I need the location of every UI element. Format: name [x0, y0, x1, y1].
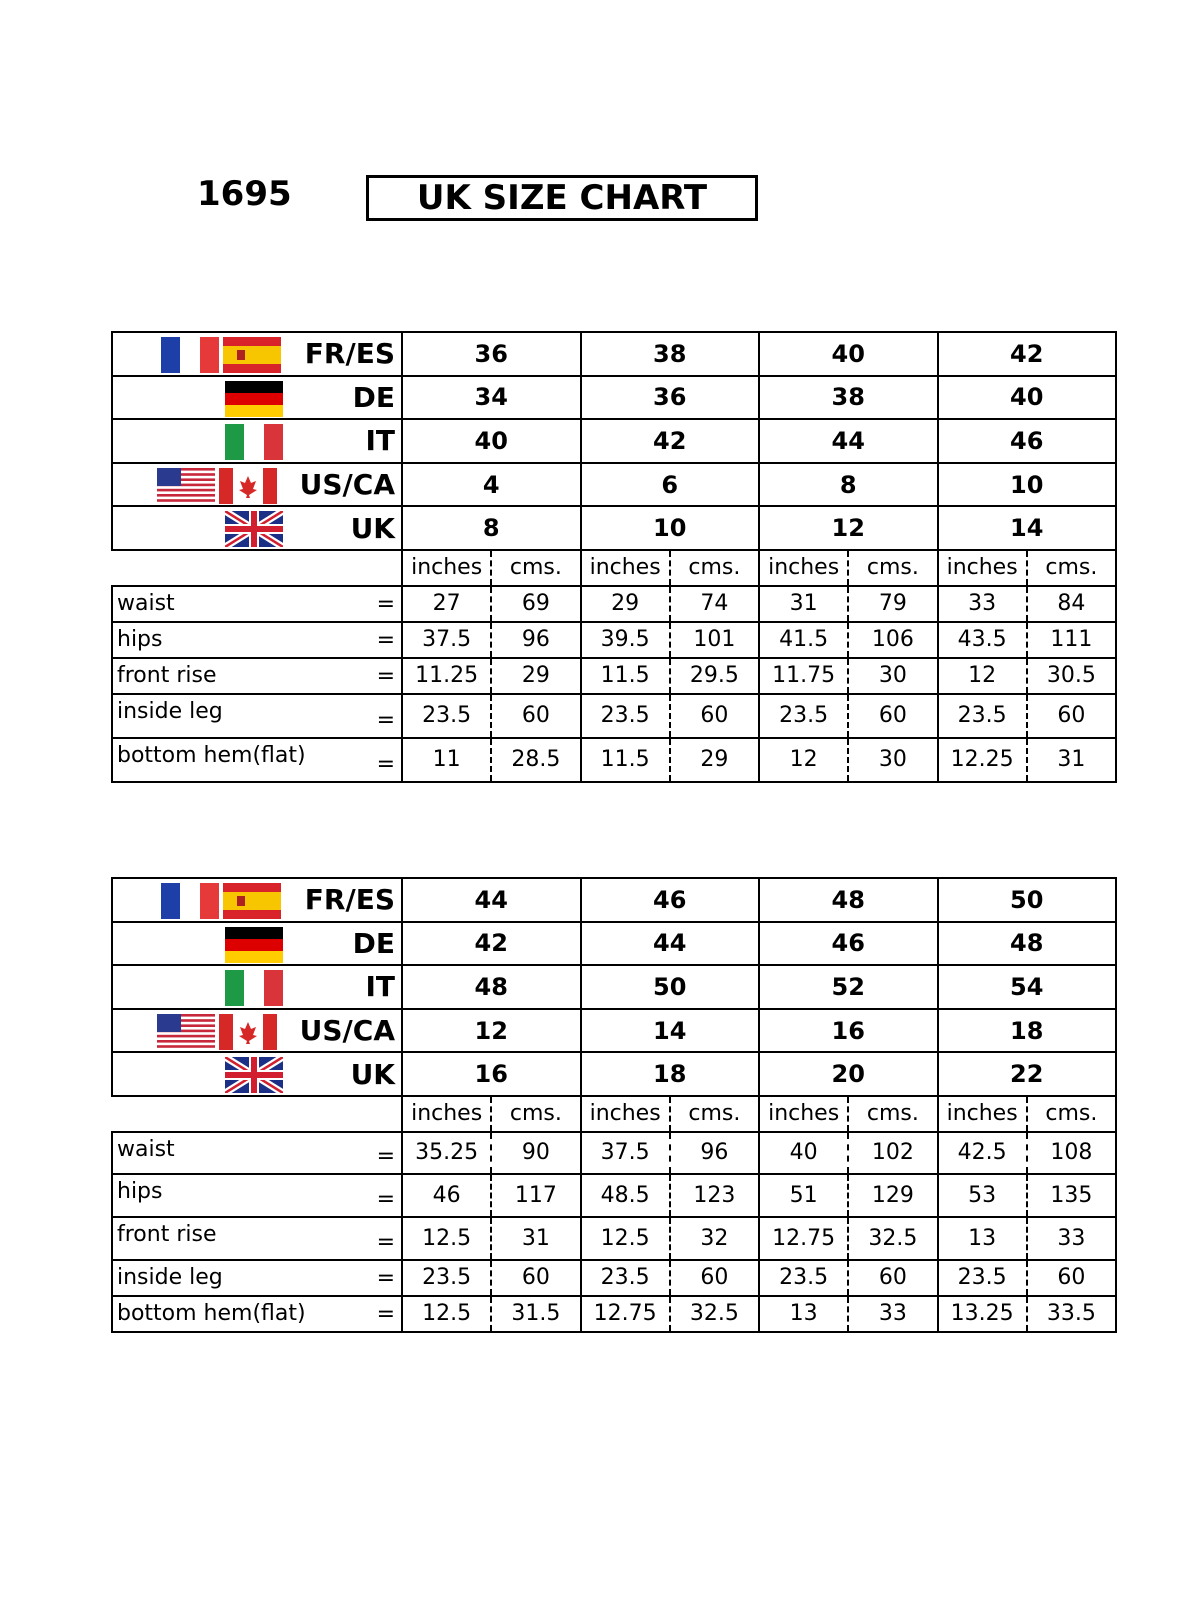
size-value: 4 [402, 463, 581, 507]
measure-value: 29 [670, 738, 759, 782]
size-value: 6 [581, 463, 760, 507]
size-system-label: IT [365, 970, 395, 1004]
measure-label: inside leg [117, 1264, 223, 1290]
measure-label: bottom hem(flat) [117, 1300, 306, 1326]
measure-value: 135 [1027, 1174, 1116, 1217]
measure-value: 60 [670, 694, 759, 738]
measure-value: 32 [670, 1217, 759, 1260]
measure-value: 69 [491, 586, 580, 622]
equals-sign: = [376, 1143, 395, 1169]
equals-sign: = [376, 1229, 395, 1255]
size-value: 42 [402, 922, 581, 966]
measure-value: 23.5 [938, 1260, 1027, 1296]
size-value: 38 [759, 376, 938, 420]
measure-value: 11.5 [581, 658, 670, 694]
unit-inches-label: inches [759, 1096, 848, 1132]
equals-sign: = [376, 1265, 395, 1291]
uk-flag-icon [225, 1057, 283, 1093]
germany-flag-icon [225, 927, 283, 963]
measure-value: 48.5 [581, 1174, 670, 1217]
size-value: 20 [759, 1052, 938, 1096]
measure-value: 11 [402, 738, 491, 782]
size-value: 50 [938, 878, 1117, 922]
unit-cms-label: cms. [1027, 1096, 1116, 1132]
equals-sign: = [376, 707, 395, 733]
measure-value: 90 [491, 1132, 580, 1174]
measure-value: 12 [938, 658, 1027, 694]
size-value: 14 [581, 1009, 760, 1053]
measure-value: 29 [581, 586, 670, 622]
size-system-label: UK [350, 1057, 395, 1091]
size-value: 48 [759, 878, 938, 922]
size-value: 40 [759, 332, 938, 376]
unit-header-row [112, 1096, 1116, 1132]
size-value: 40 [938, 376, 1117, 420]
size-row-fr-es [112, 332, 1116, 376]
size-value: 50 [581, 965, 760, 1009]
unit-cms-label: cms. [1027, 550, 1116, 586]
canada-flag-icon [219, 1014, 277, 1050]
measure-value: 108 [1027, 1132, 1116, 1174]
equals-sign: = [376, 1301, 395, 1327]
measure-value: 60 [1027, 1260, 1116, 1296]
size-row-us-ca [112, 463, 1116, 507]
spain-flag-icon [223, 337, 281, 373]
measure-value: 31 [759, 586, 848, 622]
size-value: 16 [759, 1009, 938, 1053]
measure-label: front rise [117, 1221, 217, 1247]
measure-row-hips [112, 1174, 1116, 1217]
measure-value: 53 [938, 1174, 1027, 1217]
size-row-de [112, 376, 1116, 420]
measure-value: 41.5 [759, 622, 848, 658]
size-value: 18 [938, 1009, 1117, 1053]
product-code: 1695 [197, 174, 292, 214]
measure-value: 37.5 [402, 622, 491, 658]
measure-value: 40 [759, 1132, 848, 1174]
equals-sign: = [376, 627, 395, 653]
measure-value: 33.5 [1027, 1296, 1116, 1332]
measure-value: 111 [1027, 622, 1116, 658]
measure-value: 29 [491, 658, 580, 694]
size-row-us-ca [112, 1009, 1116, 1053]
size-row-uk [112, 506, 1116, 550]
unit-inches-label: inches [938, 1096, 1027, 1132]
measure-value: 12.75 [581, 1296, 670, 1332]
size-row-de [112, 922, 1116, 966]
size-value: 42 [581, 419, 760, 463]
measure-row-front-rise [112, 658, 1116, 694]
measure-value: 23.5 [402, 1260, 491, 1296]
size-value: 8 [402, 506, 581, 550]
size-value: 8 [759, 463, 938, 507]
measure-value: 30.5 [1027, 658, 1116, 694]
size-chart-table [111, 331, 1115, 783]
measure-value: 32.5 [848, 1217, 937, 1260]
measure-value: 33 [1027, 1217, 1116, 1260]
measure-value: 101 [670, 622, 759, 658]
size-row-fr-es [112, 878, 1116, 922]
unit-cms-label: cms. [848, 1096, 937, 1132]
size-system-label: FR/ES [304, 883, 395, 917]
size-value: 44 [759, 419, 938, 463]
unit-inches-label: inches [402, 550, 491, 586]
unit-cms-label: cms. [491, 550, 580, 586]
measure-value: 23.5 [402, 694, 491, 738]
size-row-it [112, 965, 1116, 1009]
measure-value: 11.5 [581, 738, 670, 782]
measure-value: 96 [491, 622, 580, 658]
measure-value: 12.75 [759, 1217, 848, 1260]
size-system-label: IT [365, 424, 395, 458]
unit-cms-label: cms. [848, 550, 937, 586]
measure-row-inside-leg [112, 1260, 1116, 1296]
size-value: 36 [402, 332, 581, 376]
measure-value: 13 [759, 1296, 848, 1332]
size-system-label: US/CA [299, 1014, 395, 1048]
measure-value: 33 [848, 1296, 937, 1332]
measure-row-inside-leg [112, 694, 1116, 738]
measure-label: bottom hem(flat) [117, 742, 306, 768]
size-value: 54 [938, 965, 1117, 1009]
measure-value: 35.25 [402, 1132, 491, 1174]
size-system-label: DE [352, 926, 395, 960]
measure-value: 84 [1027, 586, 1116, 622]
measure-value: 12.5 [402, 1296, 491, 1332]
measure-value: 42.5 [938, 1132, 1027, 1174]
canada-flag-icon [219, 468, 277, 504]
size-value: 14 [938, 506, 1117, 550]
measure-value: 39.5 [581, 622, 670, 658]
measure-label: hips [117, 1178, 163, 1204]
measure-value: 12.5 [581, 1217, 670, 1260]
measure-value: 46 [402, 1174, 491, 1217]
measure-label: waist [117, 590, 175, 616]
size-value: 48 [938, 922, 1117, 966]
unit-inches-label: inches [402, 1096, 491, 1132]
size-value: 16 [402, 1052, 581, 1096]
measure-value: 60 [1027, 694, 1116, 738]
measure-value: 23.5 [938, 694, 1027, 738]
measure-row-bottom-hem [112, 1296, 1116, 1332]
spain-flag-icon [223, 883, 281, 919]
measure-value: 23.5 [581, 694, 670, 738]
measure-value: 23.5 [581, 1260, 670, 1296]
measure-label: front rise [117, 662, 217, 688]
size-value: 46 [581, 878, 760, 922]
unit-cms-label: cms. [491, 1096, 580, 1132]
size-row-it [112, 419, 1116, 463]
measure-value: 11.25 [402, 658, 491, 694]
measure-value: 23.5 [759, 1260, 848, 1296]
usa-flag-icon [157, 468, 215, 504]
measure-value: 60 [491, 694, 580, 738]
measure-value: 74 [670, 586, 759, 622]
uk-flag-icon [225, 511, 283, 547]
unit-inches-label: inches [938, 550, 1027, 586]
measure-value: 12.25 [938, 738, 1027, 782]
measure-value: 32.5 [670, 1296, 759, 1332]
equals-sign: = [376, 663, 395, 689]
size-system-label: FR/ES [304, 337, 395, 371]
measure-value: 60 [848, 694, 937, 738]
measure-value: 106 [848, 622, 937, 658]
measure-row-bottom-hem [112, 738, 1116, 782]
size-value: 42 [938, 332, 1117, 376]
measure-value: 123 [670, 1174, 759, 1217]
unit-inches-label: inches [581, 1096, 670, 1132]
measure-row-waist [112, 586, 1116, 622]
measure-value: 13.25 [938, 1296, 1027, 1332]
unit-inches-label: inches [759, 550, 848, 586]
measure-value: 51 [759, 1174, 848, 1217]
italy-flag-icon [225, 424, 283, 460]
measure-value: 79 [848, 586, 937, 622]
size-row-uk [112, 1052, 1116, 1096]
size-value: 44 [581, 922, 760, 966]
measure-value: 31 [1027, 738, 1116, 782]
measure-value: 12 [759, 738, 848, 782]
measure-value: 60 [848, 1260, 937, 1296]
measure-value: 30 [848, 658, 937, 694]
page-title: UK SIZE CHART [366, 175, 758, 221]
size-system-label: UK [350, 511, 395, 545]
measure-value: 96 [670, 1132, 759, 1174]
measure-value: 30 [848, 738, 937, 782]
size-value: 18 [581, 1052, 760, 1096]
size-value: 12 [759, 506, 938, 550]
germany-flag-icon [225, 381, 283, 417]
measure-value: 23.5 [759, 694, 848, 738]
measure-value: 33 [938, 586, 1027, 622]
size-value: 10 [938, 463, 1117, 507]
equals-sign: = [376, 1186, 395, 1212]
size-value: 46 [759, 922, 938, 966]
measure-value: 60 [670, 1260, 759, 1296]
measure-value: 37.5 [581, 1132, 670, 1174]
measure-value: 31.5 [491, 1296, 580, 1332]
equals-sign: = [376, 751, 395, 777]
measure-value: 11.75 [759, 658, 848, 694]
measure-value: 12.5 [402, 1217, 491, 1260]
measure-value: 102 [848, 1132, 937, 1174]
france-flag-icon [161, 337, 219, 373]
measure-value: 13 [938, 1217, 1027, 1260]
size-value: 52 [759, 965, 938, 1009]
size-chart-table [111, 877, 1115, 1333]
size-system-label: DE [352, 380, 395, 414]
equals-sign: = [376, 591, 395, 617]
measure-value: 43.5 [938, 622, 1027, 658]
size-value: 48 [402, 965, 581, 1009]
unit-header-row [112, 550, 1116, 586]
unit-inches-label: inches [581, 550, 670, 586]
size-value: 12 [402, 1009, 581, 1053]
size-value: 22 [938, 1052, 1117, 1096]
measure-value: 27 [402, 586, 491, 622]
unit-cms-label: cms. [670, 1096, 759, 1132]
measure-value: 117 [491, 1174, 580, 1217]
size-value: 36 [581, 376, 760, 420]
measure-value: 29.5 [670, 658, 759, 694]
unit-cms-label: cms. [670, 550, 759, 586]
france-flag-icon [161, 883, 219, 919]
size-value: 38 [581, 332, 760, 376]
size-value: 44 [402, 878, 581, 922]
size-value: 10 [581, 506, 760, 550]
measure-label: waist [117, 1136, 175, 1162]
size-value: 40 [402, 419, 581, 463]
measure-value: 28.5 [491, 738, 580, 782]
measure-row-waist [112, 1132, 1116, 1174]
measure-label: inside leg [117, 698, 223, 724]
measure-value: 31 [491, 1217, 580, 1260]
measure-value: 129 [848, 1174, 937, 1217]
usa-flag-icon [157, 1014, 215, 1050]
measure-row-hips [112, 622, 1116, 658]
size-value: 34 [402, 376, 581, 420]
size-value: 46 [938, 419, 1117, 463]
measure-label: hips [117, 626, 163, 652]
size-system-label: US/CA [299, 468, 395, 502]
italy-flag-icon [225, 970, 283, 1006]
measure-row-front-rise [112, 1217, 1116, 1260]
measure-value: 60 [491, 1260, 580, 1296]
